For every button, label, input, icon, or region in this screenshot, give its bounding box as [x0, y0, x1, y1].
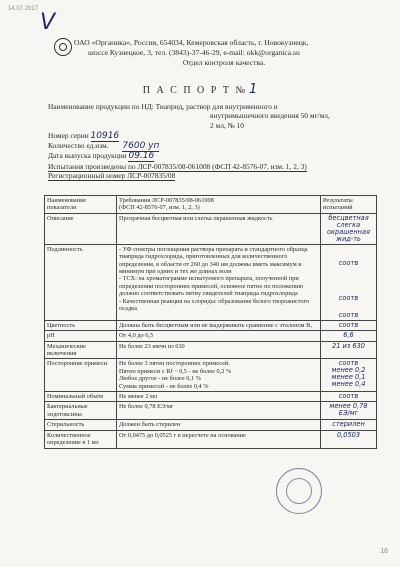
passport-title-label: П А С П О Р Т № [142, 85, 247, 96]
row-result-item: менее 0,1 [331, 373, 366, 382]
company-header [74, 38, 374, 68]
row-name: Стерильность [45, 420, 117, 430]
row-name: Посторонние примеси [45, 359, 117, 392]
row-result: 0,0503 [321, 430, 377, 448]
table-row [45, 341, 377, 359]
release-date-label: Дата выпуска продукции [48, 151, 127, 161]
company-address: ОАО «Органика», Россия, 654034, Кемеровская область, г. Новокузнецк, [74, 38, 309, 47]
table-row [45, 359, 377, 392]
header-requirements-line1: Требования ЛСР-007835/08-061008 [119, 197, 214, 204]
row-requirement: От 4,0 до 6,5 [117, 331, 321, 341]
table-row [45, 392, 377, 402]
row-result-item: менее 0,2 [331, 366, 366, 375]
row-requirement: Должен быть стерилен [117, 420, 321, 430]
row-result-item: соотв [338, 359, 359, 368]
row-result: соотв [321, 392, 377, 402]
header-results: Результаты испытаний [321, 196, 377, 214]
header-requirements [117, 196, 321, 214]
handwritten-mark: V [40, 10, 56, 35]
product-name-line2: внутримышечного введения 50 мг/мл, [210, 111, 330, 121]
table-row [45, 244, 377, 320]
row-name: Бактериальные эндотоксины [45, 402, 117, 420]
scan-date: 14.07.2017 [8, 6, 39, 12]
row-name: Цветность [45, 320, 117, 330]
row-requirement: Должна быть бесцветным или не выдерживать сравнение с эталоном B₇ [117, 320, 321, 330]
registration-number: Регистрационный номер ЛСР-007835/08 [48, 171, 176, 181]
passport-title [0, 82, 400, 97]
table-row [45, 430, 377, 448]
row-result [321, 359, 377, 392]
row-result: 6,6 [321, 331, 377, 341]
row-name: Количественное определение в 1 мл [45, 430, 117, 448]
table-header-row [45, 196, 377, 214]
row-result-item: соотв [338, 293, 359, 302]
department-name: Отдел контроля качества. [182, 58, 266, 67]
row-result-item: соотв [338, 258, 359, 267]
series-value: 10916 [90, 130, 120, 141]
table-row [45, 420, 377, 430]
row-name: Описание [45, 213, 117, 244]
row-result [321, 244, 377, 320]
page-number: 16 [380, 548, 388, 555]
quantity-value: 7600 уп [122, 141, 160, 152]
tests-basis: Испытания произведены по ЛСР-007835/08-061008 (ФСП 42-8576-07, изм. 1, 2, 3) [48, 161, 307, 171]
header-indicator: Наименование показателя [45, 196, 117, 214]
row-requirement: От 0,0475 до 0,0525 г в пересчете на основание [117, 430, 321, 448]
row-name: Номинальный объём [45, 392, 117, 402]
row-requirement: - УФ спектры поглощения раствора препарата и стандартного образца тиаприда гидрохлорида, приготовленных для количественного определения, в области от 260 до 340 нм должны иметь максимум и минимум при одних и тех же длинах волн - ТСХ: на хроматограмме испытуемого препарата, полученной при определении посторонних примесей, основное пятно по положению должно соответствовать пятну свидетелей тиаприда гидрохлорида - Качественная реакция на хлориды: образование белого творожистого осадка [117, 244, 321, 320]
table-row [45, 213, 377, 244]
product-meta [48, 102, 368, 180]
product-name-line3: 2 мл, № 10 [210, 120, 244, 130]
row-result: менее 0,78 ЕЭ/мг [321, 402, 377, 420]
row-result: 21 из 630 [321, 341, 377, 359]
product-label: Наименование продукции по НД: [48, 102, 154, 111]
series-label: Номер серии [48, 130, 89, 140]
row-result-item: менее 0,4 [331, 380, 366, 389]
product-name: Тиаприд, раствор для внутривенного и [155, 102, 278, 111]
table-row [45, 402, 377, 420]
company-logo-icon [54, 38, 72, 56]
table-row [45, 320, 377, 330]
row-requirement: Не более 0,78 ЕЭ/мг [117, 402, 321, 420]
release-date-value: 09.16 [128, 151, 155, 162]
passport-number: 1 [249, 82, 258, 97]
row-result: стерилен [321, 420, 377, 430]
quantity-label: Количество ед.изм. [48, 141, 109, 151]
row-name: Механические включения [45, 341, 117, 359]
row-requirement: Прозрачная бесцветная или слегка окрашенная жидкость [117, 213, 321, 244]
table-row [45, 331, 377, 341]
row-requirement: Не менее 2 мл [117, 392, 321, 402]
quality-stamp-icon [276, 468, 322, 514]
company-contacts: шоссе Кузнецкое, 3, тел. (3843)-37-46-29, e-mail: okk@organica.su [88, 47, 300, 57]
row-name: Подлинность [45, 244, 117, 320]
row-requirement: Не более 23 имчн из 630 [117, 341, 321, 359]
row-requirement: Не более 3 пятен посторонних примесей. Пятно примеси с Rf ~ 0,5 - не более 0,2 % Любое другое - не более 0,1 % Сумма примесей - не более 0,4 % [117, 359, 321, 392]
header-requirements-line2: (ФСП 42-8576-07, изм. 1, 2, 3) [119, 204, 200, 212]
row-result-item: соотв [338, 310, 359, 319]
row-result: бесцветная слегка окрашенная жид-ть [321, 213, 377, 244]
row-name: pH [45, 331, 117, 341]
specification-table [44, 195, 377, 449]
row-result: соотв [321, 320, 377, 330]
